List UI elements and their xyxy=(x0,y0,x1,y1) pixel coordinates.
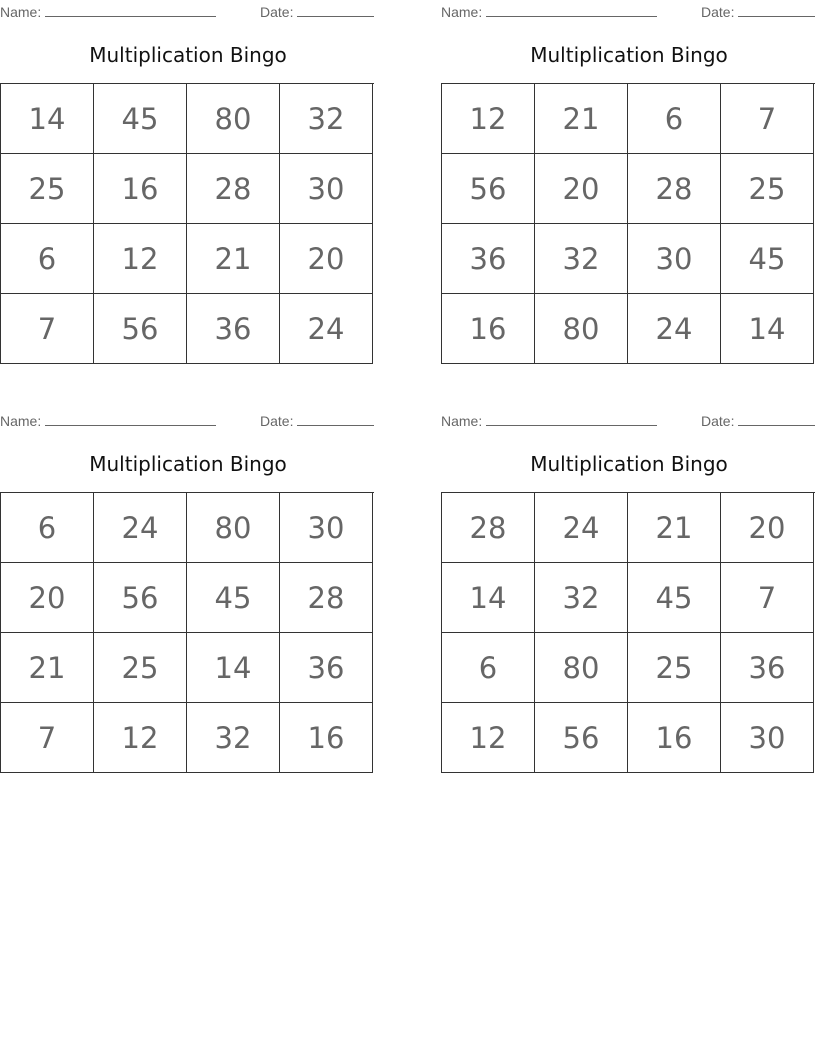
date-field xyxy=(260,411,374,429)
name-blank-line xyxy=(486,2,657,17)
date-label: Date: xyxy=(260,413,294,429)
date-blank-line xyxy=(297,411,374,426)
bingo-cell: 7 xyxy=(1,703,94,773)
bingo-cell: 24 xyxy=(628,294,721,364)
bingo-cell: 80 xyxy=(187,84,280,154)
name-field xyxy=(441,2,657,20)
name-date-row xyxy=(441,0,816,22)
bingo-cell: 30 xyxy=(280,493,373,563)
bingo-cell: 80 xyxy=(187,493,280,563)
bingo-cell: 45 xyxy=(187,563,280,633)
bingo-cell: 20 xyxy=(1,563,94,633)
bingo-cell: 45 xyxy=(94,84,187,154)
bingo-grid xyxy=(0,492,374,773)
name-field xyxy=(441,411,657,429)
card-title: Multiplication Bingo xyxy=(530,452,728,476)
bingo-cell: 56 xyxy=(535,703,628,773)
date-label: Date: xyxy=(701,413,735,429)
name-date-row xyxy=(0,0,376,22)
bingo-cell: 16 xyxy=(280,703,373,773)
bingo-cell: 24 xyxy=(535,493,628,563)
bingo-card xyxy=(0,409,376,773)
bingo-cell: 36 xyxy=(280,633,373,703)
bingo-cell: 14 xyxy=(1,84,94,154)
bingo-cell: 16 xyxy=(628,703,721,773)
date-blank-line xyxy=(738,411,815,426)
date-label: Date: xyxy=(260,4,294,20)
bingo-cell: 6 xyxy=(442,633,535,703)
bingo-grid xyxy=(441,83,815,364)
bingo-cell: 14 xyxy=(442,563,535,633)
bingo-cell: 28 xyxy=(187,154,280,224)
bingo-cell: 21 xyxy=(1,633,94,703)
bingo-cell: 21 xyxy=(535,84,628,154)
bingo-cell: 28 xyxy=(628,154,721,224)
bingo-cell: 14 xyxy=(187,633,280,703)
bingo-cell: 6 xyxy=(1,493,94,563)
name-blank-line xyxy=(45,2,216,17)
bingo-cell: 7 xyxy=(721,84,814,154)
bingo-cell: 32 xyxy=(535,224,628,294)
bingo-cell: 32 xyxy=(535,563,628,633)
bingo-cell: 45 xyxy=(721,224,814,294)
bingo-cell: 28 xyxy=(280,563,373,633)
bingo-cell: 30 xyxy=(280,154,373,224)
bingo-cell: 20 xyxy=(535,154,628,224)
name-label: Name: xyxy=(0,413,42,429)
name-date-row xyxy=(0,409,376,431)
date-field xyxy=(260,2,374,20)
card-title: Multiplication Bingo xyxy=(530,43,728,67)
bingo-cell: 25 xyxy=(94,633,187,703)
date-field xyxy=(701,411,815,429)
bingo-cell: 56 xyxy=(442,154,535,224)
bingo-cell: 24 xyxy=(94,493,187,563)
name-label: Name: xyxy=(0,4,42,20)
bingo-cell: 20 xyxy=(721,493,814,563)
bingo-cell: 21 xyxy=(628,493,721,563)
name-label: Name: xyxy=(441,413,483,429)
bingo-cell: 32 xyxy=(187,703,280,773)
bingo-cell: 20 xyxy=(280,224,373,294)
bingo-grid xyxy=(0,83,374,364)
bingo-cell: 12 xyxy=(94,224,187,294)
bingo-cell: 6 xyxy=(1,224,94,294)
bingo-cell: 30 xyxy=(721,703,814,773)
bingo-grid xyxy=(441,492,815,773)
card-title: Multiplication Bingo xyxy=(89,452,287,476)
bingo-cell: 14 xyxy=(721,294,814,364)
bingo-cell: 56 xyxy=(94,563,187,633)
bingo-card xyxy=(441,0,816,364)
bingo-cell: 80 xyxy=(535,294,628,364)
bingo-cell: 25 xyxy=(721,154,814,224)
name-blank-line xyxy=(486,411,657,426)
bingo-card xyxy=(0,0,376,364)
date-label: Date: xyxy=(701,4,735,20)
name-date-row xyxy=(441,409,816,431)
bingo-cell: 12 xyxy=(442,703,535,773)
bingo-cell: 80 xyxy=(535,633,628,703)
bingo-cell: 7 xyxy=(721,563,814,633)
bingo-cell: 6 xyxy=(628,84,721,154)
card-title: Multiplication Bingo xyxy=(89,43,287,67)
bingo-cell: 21 xyxy=(187,224,280,294)
bingo-cell: 24 xyxy=(280,294,373,364)
date-field xyxy=(701,2,815,20)
bingo-cell: 56 xyxy=(94,294,187,364)
bingo-cell: 16 xyxy=(442,294,535,364)
bingo-cell: 36 xyxy=(187,294,280,364)
bingo-cell: 16 xyxy=(94,154,187,224)
bingo-cell: 32 xyxy=(280,84,373,154)
bingo-cell: 12 xyxy=(94,703,187,773)
bingo-cell: 36 xyxy=(721,633,814,703)
bingo-cell: 12 xyxy=(442,84,535,154)
name-blank-line xyxy=(45,411,216,426)
bingo-cell: 7 xyxy=(1,294,94,364)
date-blank-line xyxy=(738,2,815,17)
bingo-cell: 25 xyxy=(628,633,721,703)
bingo-card xyxy=(441,409,816,773)
bingo-cell: 25 xyxy=(1,154,94,224)
bingo-cell: 36 xyxy=(442,224,535,294)
date-blank-line xyxy=(297,2,374,17)
name-field xyxy=(0,411,216,429)
bingo-cell: 30 xyxy=(628,224,721,294)
name-field xyxy=(0,2,216,20)
name-label: Name: xyxy=(441,4,483,20)
bingo-cell: 28 xyxy=(442,493,535,563)
bingo-cell: 45 xyxy=(628,563,721,633)
